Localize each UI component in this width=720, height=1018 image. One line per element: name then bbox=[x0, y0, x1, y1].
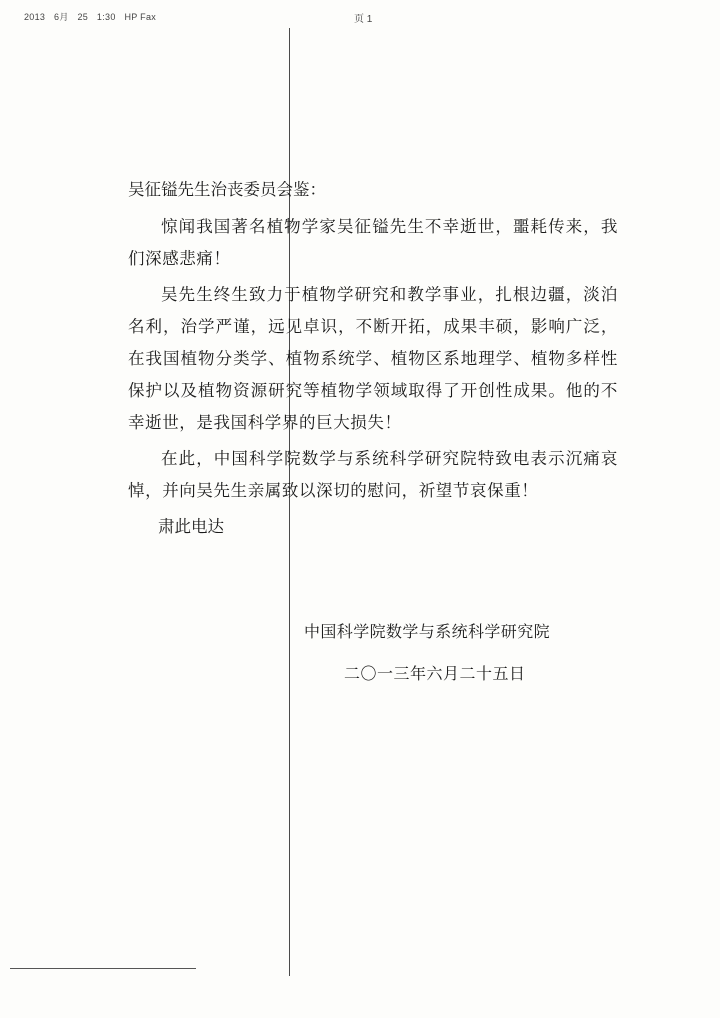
fax-time: 1:30 bbox=[96, 12, 116, 22]
scan-edge-line bbox=[10, 968, 196, 969]
page-number: 页 1 bbox=[354, 14, 373, 25]
letter-paragraph: 惊闻我国著名植物学家吴征镒先生不幸逝世，噩耗传来，我们深感悲痛！ bbox=[128, 217, 618, 268]
letter-paragraph: 在此，中国科学院数学与系统科学研究院特致电表示沉痛哀悼，并向吴先生亲属致以深切的慰问，祈望节哀保重！ bbox=[128, 449, 618, 500]
letter-paragraph: 吴先生终生致力于植物学研究和教学事业，扎根边疆，淡泊名利，治学严谨，远见卓识，不断开拓，成果丰硕，影响广泛，在我国植物分类学、植物系统学、植物区系地理学、植物多样性保护以及植物资源研究等植物学领域取得了开创性成果。他的不幸逝世，是我国科学界的巨大损失！ bbox=[128, 285, 618, 432]
condolence-letter-body bbox=[128, 174, 618, 543]
fax-day: 25 bbox=[77, 12, 89, 22]
letter-signature bbox=[304, 614, 604, 692]
fax-sender: HP Fax bbox=[124, 12, 157, 22]
fax-year: 2013 bbox=[24, 12, 46, 22]
letter-salutation: 吴征镒先生治丧委员会鉴： bbox=[128, 180, 326, 199]
letter-closing: 肃此电达 bbox=[158, 517, 224, 536]
signature-date: 二〇一三年六月二十五日 bbox=[344, 664, 526, 683]
fax-transmission-header bbox=[24, 10, 162, 23]
fax-month: 6月 bbox=[54, 12, 69, 22]
signature-organization: 中国科学院数学与系统科学研究院 bbox=[304, 622, 551, 641]
